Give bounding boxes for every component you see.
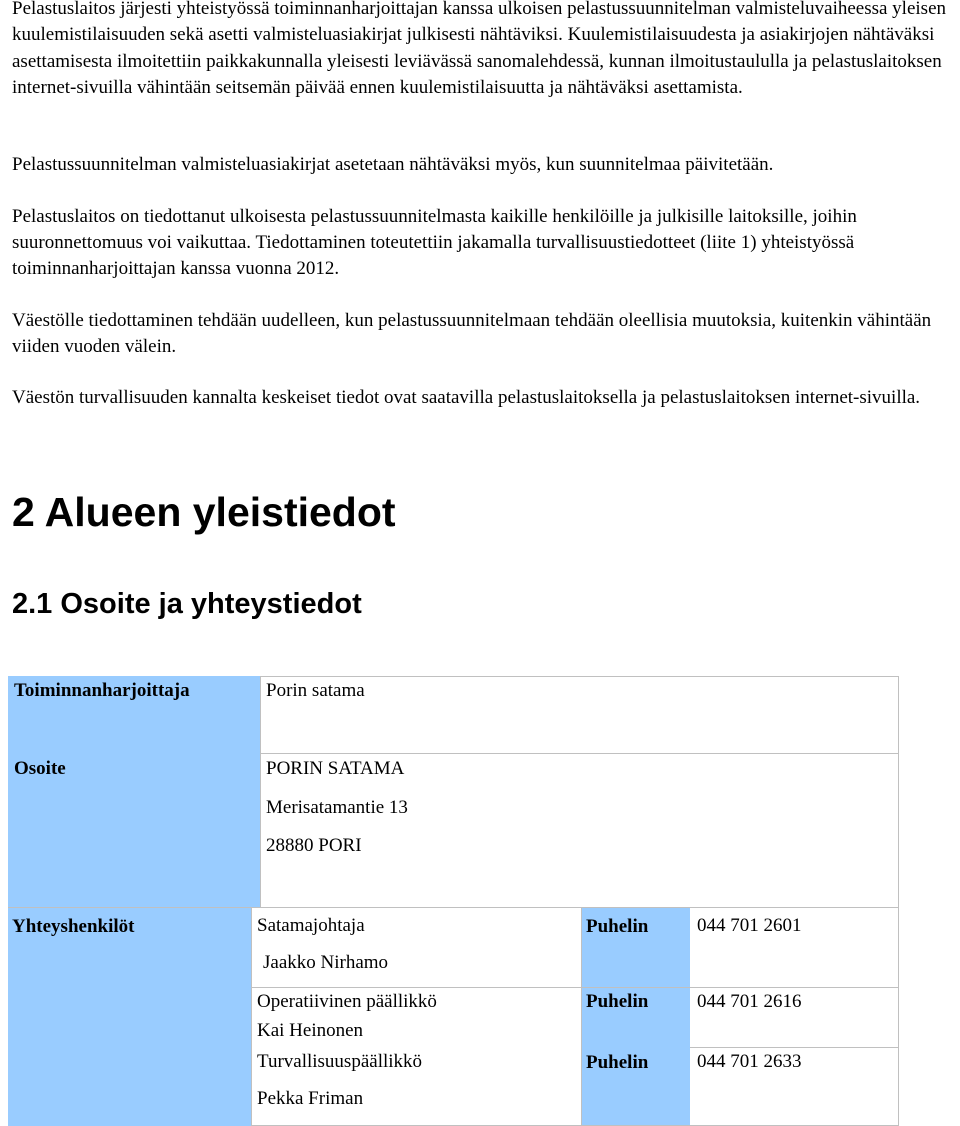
operator-value: Porin satama xyxy=(266,680,365,701)
contacts-label: Yhteyshenkilöt xyxy=(12,916,135,937)
contact-name: Kai Heinonen xyxy=(257,1020,364,1041)
phone-number: 044 701 2601 xyxy=(697,915,802,936)
contact-title: Satamajohtaja xyxy=(257,915,365,936)
operator-label: Toiminnanharjoittaja xyxy=(14,680,190,701)
phone-label: Puhelin xyxy=(586,916,649,937)
section-heading-area-info: 2 Alueen yleistiedot xyxy=(12,489,396,535)
phone-label: Puhelin xyxy=(586,991,649,1012)
address-line-street: Merisatamantie 13 xyxy=(266,797,408,818)
paragraph-information-renewal: Väestölle tiedottaminen tehdään uudelleen, kun pelastussuunnitelmaan tehdään oleellisia muutoksia, kuitenkin vähintään viiden vuoden välein. xyxy=(12,310,932,357)
contact-title: Operatiivinen päällikkö xyxy=(257,991,437,1012)
address-line-name: PORIN SATAMA xyxy=(266,758,405,779)
contact-name: Pekka Friman xyxy=(257,1088,364,1109)
phone-label: Puhelin xyxy=(586,1052,649,1073)
paragraph-public-hearing: Pelastuslaitos järjesti yhteistyössä toiminnanharjoittajan kanssa ulkoisen pelastussuunnitelman valmisteluvaiheessa yleisen kuulemistilaisuuden sekä asetti valmisteluasiakirjat julkisesti nähtäviksi. Kuulemistilaisuudesta ja asiakirjojen nähtäväksi asettamisesta ilmoitettiin paikkakunnalla yleisesti leviävässä sanomalehdessä, kunnan ilmoitustaululla ja pelastuslaitoksen internet-sivuilla vähintään seitsemän päivää ennen kuulemistilaisuutta ja nähtäväksi asettamista. xyxy=(12,0,946,99)
contact-name: Jaakko Nirhamo xyxy=(263,952,389,973)
paragraph-document-display: Pelastussuunnitelman valmisteluasiakirjat asetetaan nähtäväksi myös, kun suunnitelmaa päivitetään. xyxy=(12,154,774,175)
address-label: Osoite xyxy=(14,758,66,779)
contact-title: Turvallisuuspäällikkö xyxy=(257,1051,423,1072)
paragraph-info-availability: Väestön turvallisuuden kannalta keskeiset tiedot ovat saatavilla pelastuslaitoksella ja pelastuslaitoksen internet-sivuilla. xyxy=(12,387,921,408)
subsection-heading-contacts: 2.1 Osoite ja yhteystiedot xyxy=(12,588,362,620)
phone-number: 044 701 2616 xyxy=(697,991,802,1012)
phone-number: 044 701 2633 xyxy=(697,1051,802,1072)
paragraph-information-delivery: Pelastuslaitos on tiedottanut ulkoisesta pelastussuunnitelmasta kaikille henkilöille ja julkisille laitoksille, joihin suuronnettomuus voi vaikuttaa. Tiedottaminen toteutettiin jakamalla turvallisuustiedotteet (liite 1) yhteistyössä toiminnanharjoittajan kanssa vuonna 2012. xyxy=(12,206,857,279)
address-line-postal: 28880 PORI xyxy=(266,835,362,856)
